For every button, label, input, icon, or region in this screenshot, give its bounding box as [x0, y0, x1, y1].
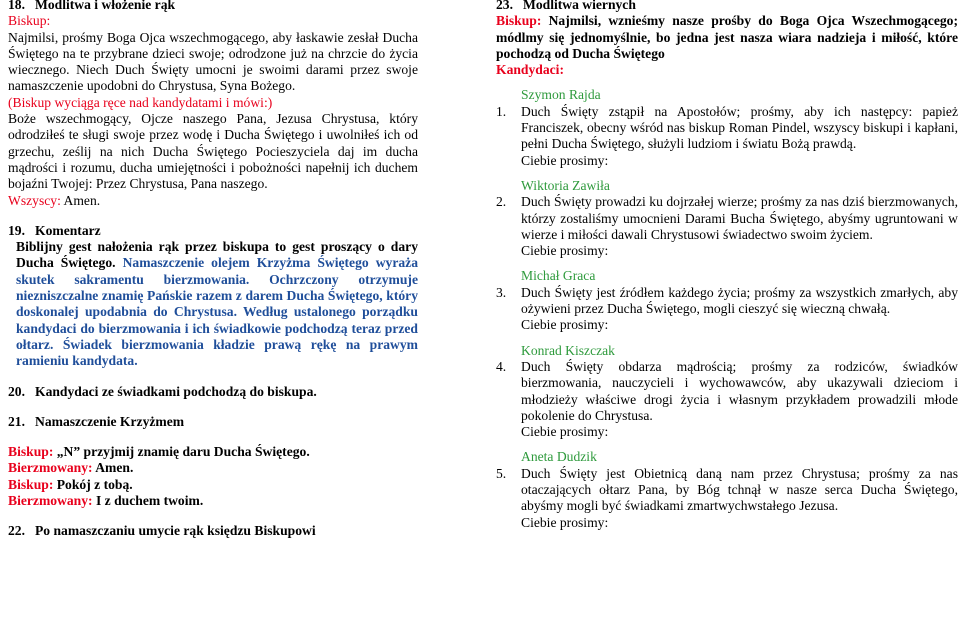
petition-1 [496, 87, 958, 168]
petition-text: Duch Święty jest źródłem każdego życia; prośmy za wszystkich zmarłych, aby ożywieni przez Ducha Świętego, mogli cieszyć się wieczną chwałą. [521, 284, 958, 317]
bishop-speaker-label: Biskup: [8, 13, 51, 29]
section-number: 23. [496, 0, 513, 12]
all-speaker-label: Wszyscy: [8, 192, 61, 208]
petition-number: 1. [496, 103, 507, 119]
section-title: Modlitwa i włożenie rąk [35, 0, 176, 12]
all-response-line [8, 193, 418, 209]
bishop-speaker-label: Biskup: [496, 13, 542, 29]
commentary-text [8, 239, 418, 369]
dialogue-line [8, 477, 418, 493]
dialogue-line [8, 493, 418, 509]
petition-response: Ciebie prosimy: [521, 152, 609, 168]
dialogue-text: I z duchem twoim. [95, 493, 204, 509]
bishop-prayer-intro: Najmilsi, prośmy Boga Ojca wszechmogącego, aby łaskawie zesłał Ducha Świętego na te przybrane dzieci swoje; odrodzone już na chrzcie do życia wiecznego. Niech Duch Święty umocni je swoimi darami przez swoje namaszczenie upodobni do Chrystusa, Syna Bożego. [8, 29, 418, 94]
petition-2 [496, 178, 958, 259]
section-23-heading [496, 0, 958, 13]
right-column [496, 0, 958, 531]
petition-text: Duch Święty obdarza mądrością; prośmy za rodziców, świadków bierzmowania, nauczycieli i wychowawców, aby ukazywali dzieciom i młodzieży właściwe drogi życia i własnym przykładem prowadzili młode pokolenie do Chrystusa. [521, 358, 958, 423]
section-20-heading [8, 384, 418, 400]
dialogue-text: Amen. [95, 460, 134, 476]
all-response: Amen. [63, 192, 101, 208]
commentary-part-1: Biblijny gest nałożenia rąk przez biskupa to gest proszący o dary Ducha Świętego. [16, 239, 418, 271]
section-number: 18. [8, 0, 25, 12]
petition-5 [496, 449, 958, 530]
petition-response: Ciebie prosimy: [521, 424, 609, 440]
bishop-prayer: Boże wszechmogący, Ojcze naszego Pana, Jezusa Chrystusa, który odrodziłeś te sługi swoje przez wodę i Ducha Świętego i uwolniłeś ich od grzechu, ześlij na nich Ducha Świętego Pocieszyciela daj im ducha mądrości i rozumu, ducha umiejętności i pobożności napełnij ich duchem bojaźni Twojej: Przez Chrystusa, Pana naszego. [8, 111, 418, 192]
petition-response: Ciebie prosimy: [521, 317, 609, 333]
reader-name: Szymon Rajda [521, 87, 601, 103]
petition-text: Duch Święty zstąpił na Apostołów; prośmy, aby ich następcy: papież Franciszek, obecny wśród nas biskup Roman Pindel, wszyscy biskupi i kapłani, pełni Ducha Świętego, służyli ludziom i światu Bożą prawdą. [521, 103, 958, 152]
reader-name: Michał Graca [521, 268, 596, 284]
section-19-heading [8, 223, 418, 239]
commentary-part-3: Świadek bierzmowania kładzie prawą rękę na prawym ramieniu kandydata. [16, 336, 418, 369]
petition-text: Duch Święty jest Obietnicą daną nam przez Chrystusa; prośmy za nas otaczających ołtarz Pana, by Bóg tchnął w nasze serca Ducha Świętego, abyśmy mogli być świadkami zmartwychwstałego Jezusa. [521, 465, 958, 514]
dialogue-line [8, 444, 418, 460]
section-number: 19. [8, 222, 25, 238]
section-18-heading [8, 0, 418, 13]
section-title: Komentarz [35, 222, 101, 238]
reader-name: Aneta Dudzik [521, 449, 597, 465]
petition-response: Ciebie prosimy: [521, 514, 609, 530]
left-column [8, 0, 418, 540]
speaker-label: Biskup: [8, 476, 54, 492]
prayer-intro [496, 13, 958, 62]
section-21-heading [8, 414, 418, 430]
speaker-label: Biskup: [8, 444, 54, 460]
dialogue-line [8, 460, 418, 476]
petition-response: Ciebie prosimy: [521, 243, 609, 259]
petition-3 [496, 268, 958, 333]
intro-text: Najmilsi, wznieśmy nasze prośby do Boga Ojca Wszechmogącego; módlmy się jednomyślnie, bo jedna jest nasza wiara nadzieja i miłość, które pochodzą od Ducha Świętego [496, 13, 958, 61]
petition-number: 2. [496, 194, 507, 210]
petition-text: Duch Święty prowadzi ku dojrzałej wierze; prośmy za nas dziś bierzmowanych, którzy zostaliśmy umocnieni Darami Bucha Świętego, abyśmy ugruntowani w wierze i miłości dawali Chrystusowi świadectwo swoim życiem. [521, 194, 958, 242]
section-number: 21. [8, 413, 25, 429]
candidates-label: Kandydaci: [496, 62, 564, 78]
petition-number: 4. [496, 358, 507, 374]
dialogue-text: „N” przyjmij znamię daru Ducha Świętego. [56, 444, 310, 460]
speaker-label: Bierzmowany: [8, 493, 93, 509]
section-title: Kandydaci ze świadkami podchodzą do biskupa. [35, 383, 317, 399]
section-title: Modlitwa wiernych [523, 0, 636, 12]
speaker-label: Bierzmowany: [8, 460, 93, 476]
section-title: Namaszczenie Krzyżmem [35, 413, 185, 429]
commentary-part-2: Namaszczenie olejem Krzyżma Świętego wyraża skutek sakramentu bierzmowania. Ochrzczony otrzymuje niezniszczalne znamię Pańskie razem z darem Ducha Świętego, który doskonalej upodabnia do Chrystusa. Według ustalonego porządku kandydaci do bierzmowania i ich świadkowie podchodzą teraz przed ołtarz. [16, 255, 418, 352]
petition-4 [496, 343, 958, 441]
rubric: (Biskup wyciąga ręce nad kandydatami i mówi:) [8, 94, 273, 110]
section-title: Po namaszczaniu umycie rąk księdzu Biskupowi [35, 523, 316, 539]
dialogue-text: Pokój z tobą. [56, 476, 133, 492]
section-number: 22. [8, 523, 25, 539]
petition-number: 5. [496, 465, 507, 481]
reader-name: Konrad Kiszczak [521, 342, 615, 358]
reader-name: Wiktoria Zawiła [521, 177, 610, 193]
section-22-heading [8, 523, 418, 539]
petition-number: 3. [496, 284, 507, 300]
section-number: 20. [8, 383, 25, 399]
